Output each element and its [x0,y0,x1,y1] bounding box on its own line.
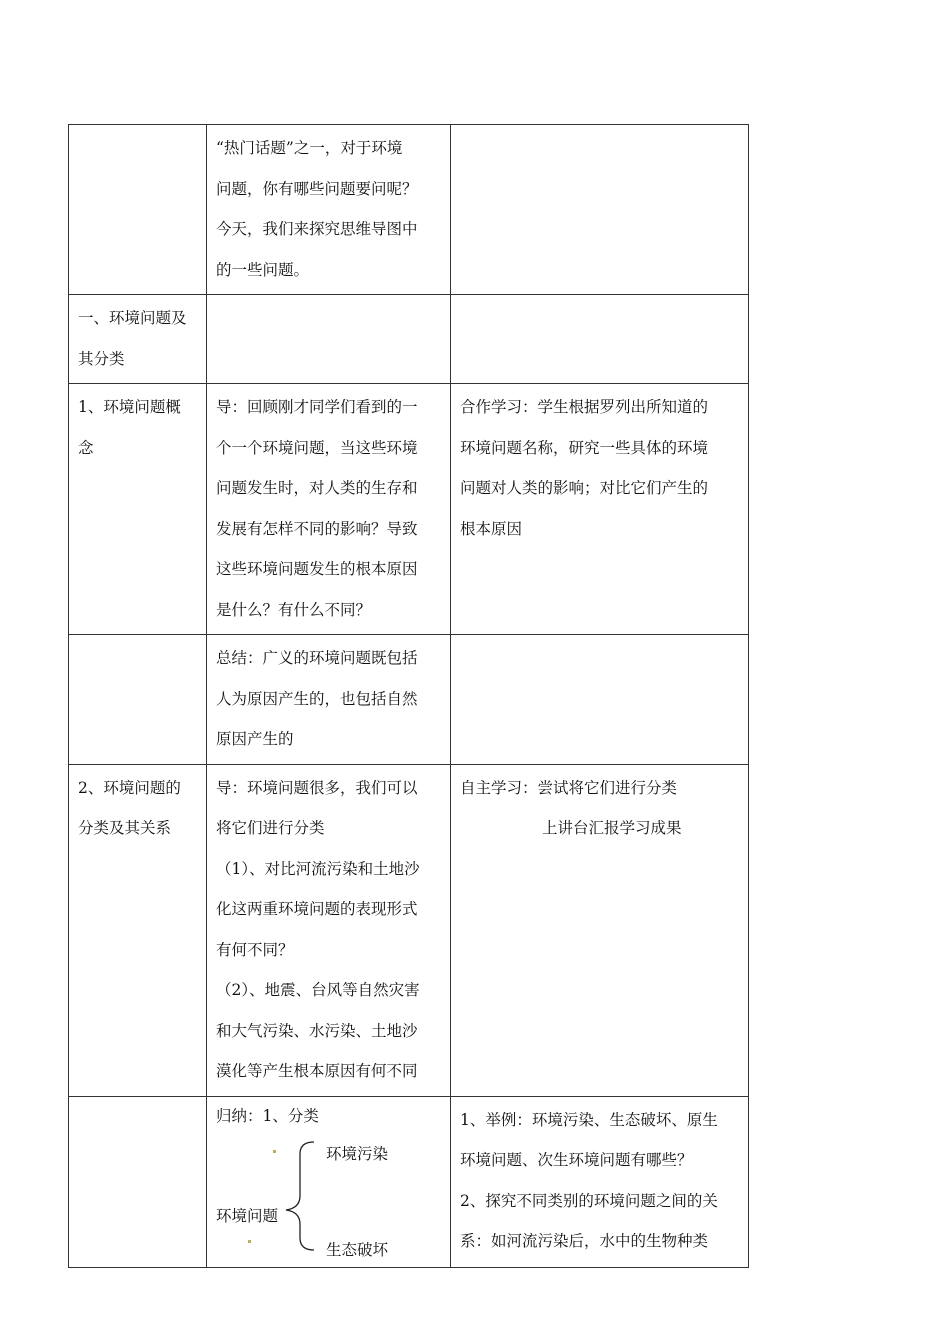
brace-icon [216,1126,336,1254]
cell-r4-c3 [451,635,749,765]
cell-r6-c1 [69,1096,207,1267]
text-line: 导：回顾刚才同学们看到的一 [216,398,418,416]
text-line: 和大气污染、水污染、土地沙 [216,1021,418,1040]
text-line: 环境问题名称，研究一些具体的环境 [460,438,709,457]
table-row [69,295,749,384]
cell-r5-c1 [69,764,207,1096]
text-line: “热门话题”之一，对于环境 [216,139,403,157]
text-line: 自主学习：尝试将它们进行分类 [460,778,678,797]
diagram-branch-bottom: 生态破坏 [326,1240,389,1259]
text-line: 其分类 [78,349,125,368]
classification-diagram [216,1126,442,1259]
text-line: 念 [78,438,94,457]
text-line: （1）、对比河流污染和土地沙 [216,859,420,878]
text-line: 发展有怎样不同的影响？导致 [216,519,418,538]
cell-r2-c2 [207,295,451,384]
cell-r3-c2 [207,384,451,635]
text-line: （2）、地震、台风等自然灾害 [216,981,420,999]
cell-r3-c1 [69,384,207,635]
text-line: 分类及其关系 [78,819,172,837]
cell-r6-c2 [207,1096,451,1267]
cell-r5-c3 [451,764,749,1096]
text-line: 合作学习：学生根据罗列出所知道的 [460,398,709,416]
text-line: 一、环境问题及 [78,309,187,327]
text-line: 这些环境问题发生的根本原因 [216,560,418,578]
cell-r5-c2 [207,764,451,1096]
text-line: 原因产生的 [216,730,294,748]
text-line: 今天，我们来探究思维导图中 [216,220,418,238]
artifact-dot [248,1240,251,1243]
text-line: 漠化等产生根本原因有何不同 [216,1062,418,1080]
artifact-dot [273,1150,276,1153]
cell-r1-c1 [69,125,207,295]
text-line: 人为原因产生的，也包括自然 [216,689,418,708]
text-line: 化这两重环境问题的表现形式 [216,900,418,918]
table-row [69,1096,749,1267]
cell-r1-c3 [451,125,749,295]
table-row [69,125,749,295]
text-line: 上讲台汇报学习成果 [542,819,682,837]
text-line: 问题对人类的影响；对比它们产生的 [460,479,709,497]
table-row [69,384,749,635]
text-line: 将它们进行分类 [216,819,325,837]
text-line: 1、环境问题概 [78,398,181,416]
text-line: 问题发生时，对人类的生存和 [216,479,418,497]
table-row [69,764,749,1096]
lesson-plan-table [68,124,749,1268]
cell-r4-c1 [69,635,207,765]
text-line: 系：如河流污染后，水中的生物种类 [460,1232,709,1250]
diagram-root-label: 环境问题 [216,1206,279,1225]
cell-r3-c3 [451,384,749,635]
text-line: 的一些问题。 [216,260,310,279]
text-line: 导：环境问题很多，我们可以 [216,778,418,797]
cell-r1-c2 [207,125,451,295]
table-row [69,635,749,765]
cell-r2-c1 [69,295,207,384]
cell-r4-c2 [207,635,451,765]
text-line: 有何不同？ [216,940,294,959]
text-line: 根本原因 [460,519,523,538]
diagram-branch-top: 环境污染 [326,1144,389,1163]
text-line: 2、环境问题的 [78,778,181,797]
text-line: 个一个环境问题，当这些环境 [216,438,418,457]
text-line: 1、举例：环境污染、生态破坏、原生 [460,1110,718,1129]
text-line: 2、探究不同类别的环境问题之间的关 [460,1191,718,1210]
text-line: 环境问题、次生环境问题有哪些？ [460,1151,693,1169]
text-line: 归纳：1、分类 [216,1106,319,1125]
cell-r2-c3 [451,295,749,384]
cell-r6-c3 [451,1096,749,1267]
text-line: 是什么？有什么不同？ [216,600,372,619]
text-line: 问题，你有哪些问题要问呢？ [216,179,418,198]
text-line: 总结：广义的环境问题既包括 [216,649,418,667]
